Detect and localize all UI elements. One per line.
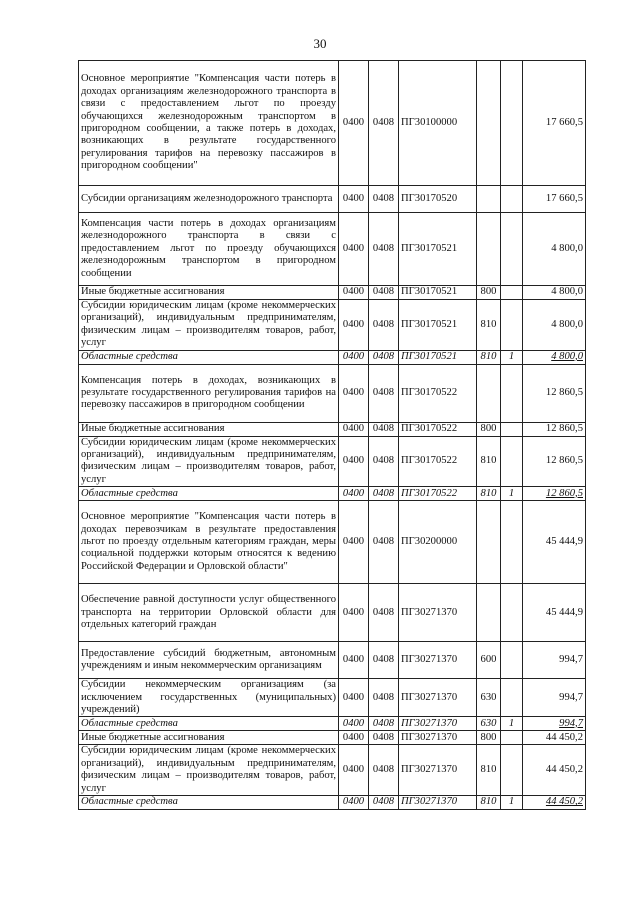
section-code: 0400 bbox=[339, 679, 369, 717]
expense-type-code: 800 bbox=[477, 286, 501, 300]
section-code: 0400 bbox=[339, 584, 369, 642]
amount-value: 994,7 bbox=[559, 717, 583, 729]
amount-value: 12 860,5 bbox=[545, 386, 583, 398]
row-description: Субсидии юридическим лицам (кроме некоммерческих организаций), индивидуальным предпринимателям, физическим лицам – производителям товаров, работ, услуг bbox=[79, 745, 339, 796]
subsection-code: 0408 bbox=[369, 300, 399, 351]
table-row bbox=[79, 186, 586, 213]
subsection-code: 0408 bbox=[369, 796, 399, 810]
row-description: Обеспечение равной доступности услуг общественного транспорта на территории Орловской области для отдельных категорий граждан bbox=[79, 584, 339, 642]
expense-type-code: 800 bbox=[477, 731, 501, 745]
amount bbox=[523, 642, 586, 679]
amount-value: 4 800,0 bbox=[551, 318, 583, 330]
amount bbox=[523, 350, 586, 364]
expense-type-code bbox=[477, 213, 501, 286]
row-description: Областные средства bbox=[79, 717, 339, 731]
amount-value: 12 860,5 bbox=[545, 487, 583, 499]
funding-source-code bbox=[501, 745, 523, 796]
expense-type-code: 810 bbox=[477, 796, 501, 810]
row-description: Компенсация части потерь в доходах организациям железнодорожного транспорта в связи с предоставлением льгот по проезду обучающихся железнодорожным транспортом в пригородном сообщении bbox=[79, 213, 339, 286]
amount-value: 44 450,2 bbox=[545, 764, 583, 776]
target-article-code: ПГ30271370 bbox=[399, 717, 477, 731]
subsection-code: 0408 bbox=[369, 61, 399, 186]
table-row bbox=[79, 642, 586, 679]
section-code: 0400 bbox=[339, 436, 369, 487]
amount bbox=[523, 213, 586, 286]
row-description: Иные бюджетные ассигнования bbox=[79, 422, 339, 436]
table-row bbox=[79, 436, 586, 487]
target-article-code: ПГ30170522 bbox=[399, 436, 477, 487]
target-article-code: ПГ30170521 bbox=[399, 286, 477, 300]
row-description: Иные бюджетные ассигнования bbox=[79, 731, 339, 745]
table-row bbox=[79, 286, 586, 300]
target-article-code: ПГ30271370 bbox=[399, 731, 477, 745]
funding-source-code bbox=[501, 731, 523, 745]
row-description: Областные средства bbox=[79, 796, 339, 810]
section-code: 0400 bbox=[339, 796, 369, 810]
amount-value: 4 800,0 bbox=[551, 286, 583, 298]
target-article-code: ПГ30170522 bbox=[399, 422, 477, 436]
row-description: Областные средства bbox=[79, 487, 339, 501]
funding-source-code bbox=[501, 436, 523, 487]
section-code: 0400 bbox=[339, 487, 369, 501]
table-row bbox=[79, 731, 586, 745]
row-description: Субсидии юридическим лицам (кроме некоммерческих организаций), индивидуальным предпринимателям, физическим лицам – производителям товаров, работ, услуг bbox=[79, 300, 339, 351]
section-code: 0400 bbox=[339, 642, 369, 679]
table-row bbox=[79, 717, 586, 731]
section-code: 0400 bbox=[339, 350, 369, 364]
subsection-code: 0408 bbox=[369, 745, 399, 796]
funding-source-code bbox=[501, 61, 523, 186]
funding-source-code: 1 bbox=[501, 487, 523, 501]
target-article-code: ПГ30100000 bbox=[399, 61, 477, 186]
target-article-code: ПГ30170521 bbox=[399, 350, 477, 364]
amount bbox=[523, 487, 586, 501]
section-code: 0400 bbox=[339, 364, 369, 422]
target-article-code: ПГ30271370 bbox=[399, 584, 477, 642]
expense-type-code: 630 bbox=[477, 717, 501, 731]
subsection-code: 0408 bbox=[369, 487, 399, 501]
expense-type-code: 810 bbox=[477, 350, 501, 364]
section-code: 0400 bbox=[339, 213, 369, 286]
amount-value: 4 800,0 bbox=[551, 242, 583, 254]
funding-source-code bbox=[501, 422, 523, 436]
amount bbox=[523, 364, 586, 422]
budget-table bbox=[78, 60, 586, 810]
section-code: 0400 bbox=[339, 501, 369, 584]
expense-type-code bbox=[477, 364, 501, 422]
amount bbox=[523, 717, 586, 731]
funding-source-code: 1 bbox=[501, 796, 523, 810]
subsection-code: 0408 bbox=[369, 584, 399, 642]
section-code: 0400 bbox=[339, 300, 369, 351]
subsection-code: 0408 bbox=[369, 213, 399, 286]
expense-type-code: 810 bbox=[477, 300, 501, 351]
section-code: 0400 bbox=[339, 186, 369, 213]
target-article-code: ПГ30170522 bbox=[399, 487, 477, 501]
subsection-code: 0408 bbox=[369, 364, 399, 422]
amount bbox=[523, 731, 586, 745]
funding-source-code: 1 bbox=[501, 350, 523, 364]
section-code: 0400 bbox=[339, 745, 369, 796]
amount-value: 17 660,5 bbox=[545, 116, 583, 128]
target-article-code: ПГ30271370 bbox=[399, 745, 477, 796]
expense-type-code: 810 bbox=[477, 436, 501, 487]
target-article-code: ПГ30271370 bbox=[399, 642, 477, 679]
table-row bbox=[79, 422, 586, 436]
funding-source-code bbox=[501, 364, 523, 422]
amount bbox=[523, 300, 586, 351]
table-row bbox=[79, 364, 586, 422]
expense-type-code bbox=[477, 501, 501, 584]
subsection-code: 0408 bbox=[369, 731, 399, 745]
amount bbox=[523, 501, 586, 584]
row-description: Иные бюджетные ассигнования bbox=[79, 286, 339, 300]
amount bbox=[523, 422, 586, 436]
row-description: Предоставление субсидий бюджетным, автономным учреждениям и иным некоммерческим организациям bbox=[79, 642, 339, 679]
subsection-code: 0408 bbox=[369, 436, 399, 487]
table-row bbox=[79, 300, 586, 351]
amount bbox=[523, 436, 586, 487]
amount-value: 17 660,5 bbox=[545, 192, 583, 204]
table-row bbox=[79, 61, 586, 186]
amount-value: 12 860,5 bbox=[545, 422, 583, 434]
section-code: 0400 bbox=[339, 717, 369, 731]
expense-type-code: 800 bbox=[477, 422, 501, 436]
row-description: Субсидии организациям железнодорожного транспорта bbox=[79, 186, 339, 213]
table-row bbox=[79, 584, 586, 642]
funding-source-code bbox=[501, 679, 523, 717]
amount-value: 12 860,5 bbox=[545, 455, 583, 467]
section-code: 0400 bbox=[339, 731, 369, 745]
amount-value: 45 444,9 bbox=[545, 536, 583, 548]
funding-source-code bbox=[501, 584, 523, 642]
table-row bbox=[79, 487, 586, 501]
table-row bbox=[79, 796, 586, 810]
subsection-code: 0408 bbox=[369, 422, 399, 436]
row-description: Основное мероприятие "Компенсация части потерь в доходах перевозчикам в результате предоставления льгот по проезду отдельным категориям граждан, меры социальной поддержки которым относятся к ведению Российской Федерации и Орловской области" bbox=[79, 501, 339, 584]
amount-value: 4 800,0 bbox=[551, 350, 583, 362]
table-body bbox=[79, 61, 586, 810]
expense-type-code: 600 bbox=[477, 642, 501, 679]
funding-source-code bbox=[501, 186, 523, 213]
table-row bbox=[79, 501, 586, 584]
section-code: 0400 bbox=[339, 61, 369, 186]
row-description: Основное мероприятие "Компенсация части потерь в доходах организациям железнодорожного транспорта в связи с предоставлением льгот по проезду обучающихся железнодорожным транспортом в пригородном сообщении, а также потерь в доходах, возникающих в результате государственного регулирования тарифов на перевозку пассажиров в пригородном сообщении" bbox=[79, 61, 339, 186]
amount-value: 994,7 bbox=[559, 691, 583, 703]
expense-type-code: 810 bbox=[477, 745, 501, 796]
subsection-code: 0408 bbox=[369, 186, 399, 213]
subsection-code: 0408 bbox=[369, 679, 399, 717]
amount-value: 44 450,2 bbox=[545, 796, 583, 808]
section-code: 0400 bbox=[339, 422, 369, 436]
funding-source-code bbox=[501, 642, 523, 679]
amount-value: 45 444,9 bbox=[545, 606, 583, 618]
expense-type-code bbox=[477, 61, 501, 186]
row-description: Компенсация потерь в доходах, возникающих в результате государственного регулирования тарифов на перевозку пассажиров в пригородном сообщении bbox=[79, 364, 339, 422]
target-article-code: ПГ30200000 bbox=[399, 501, 477, 584]
subsection-code: 0408 bbox=[369, 642, 399, 679]
funding-source-code: 1 bbox=[501, 717, 523, 731]
target-article-code: ПГ30170521 bbox=[399, 213, 477, 286]
page-number: 30 bbox=[313, 36, 327, 51]
table-row bbox=[79, 745, 586, 796]
target-article-code: ПГ30170521 bbox=[399, 300, 477, 351]
row-description: Областные средства bbox=[79, 350, 339, 364]
target-article-code: ПГ30170520 bbox=[399, 186, 477, 213]
subsection-code: 0408 bbox=[369, 717, 399, 731]
expense-type-code bbox=[477, 186, 501, 213]
amount bbox=[523, 679, 586, 717]
table-row bbox=[79, 213, 586, 286]
amount bbox=[523, 745, 586, 796]
amount bbox=[523, 61, 586, 186]
funding-source-code bbox=[501, 300, 523, 351]
funding-source-code bbox=[501, 213, 523, 286]
amount-value: 44 450,2 bbox=[545, 731, 583, 743]
amount bbox=[523, 584, 586, 642]
section-code: 0400 bbox=[339, 286, 369, 300]
target-article-code: ПГ30271370 bbox=[399, 679, 477, 717]
table-row bbox=[79, 679, 586, 717]
target-article-code: ПГ30271370 bbox=[399, 796, 477, 810]
funding-source-code bbox=[501, 501, 523, 584]
expense-type-code bbox=[477, 584, 501, 642]
expense-type-code: 810 bbox=[477, 487, 501, 501]
funding-source-code bbox=[501, 286, 523, 300]
subsection-code: 0408 bbox=[369, 501, 399, 584]
table-row bbox=[79, 350, 586, 364]
row-description: Субсидии некоммерческим организациям (за исключением государственных (муниципальных) учреждений) bbox=[79, 679, 339, 717]
amount-value: 994,7 bbox=[559, 654, 583, 666]
expense-type-code: 630 bbox=[477, 679, 501, 717]
amount bbox=[523, 796, 586, 810]
subsection-code: 0408 bbox=[369, 350, 399, 364]
amount bbox=[523, 186, 586, 213]
subsection-code: 0408 bbox=[369, 286, 399, 300]
amount bbox=[523, 286, 586, 300]
row-description: Субсидии юридическим лицам (кроме некоммерческих организаций), индивидуальным предпринимателям, физическим лицам – производителям товаров, работ, услуг bbox=[79, 436, 339, 487]
target-article-code: ПГ30170522 bbox=[399, 364, 477, 422]
